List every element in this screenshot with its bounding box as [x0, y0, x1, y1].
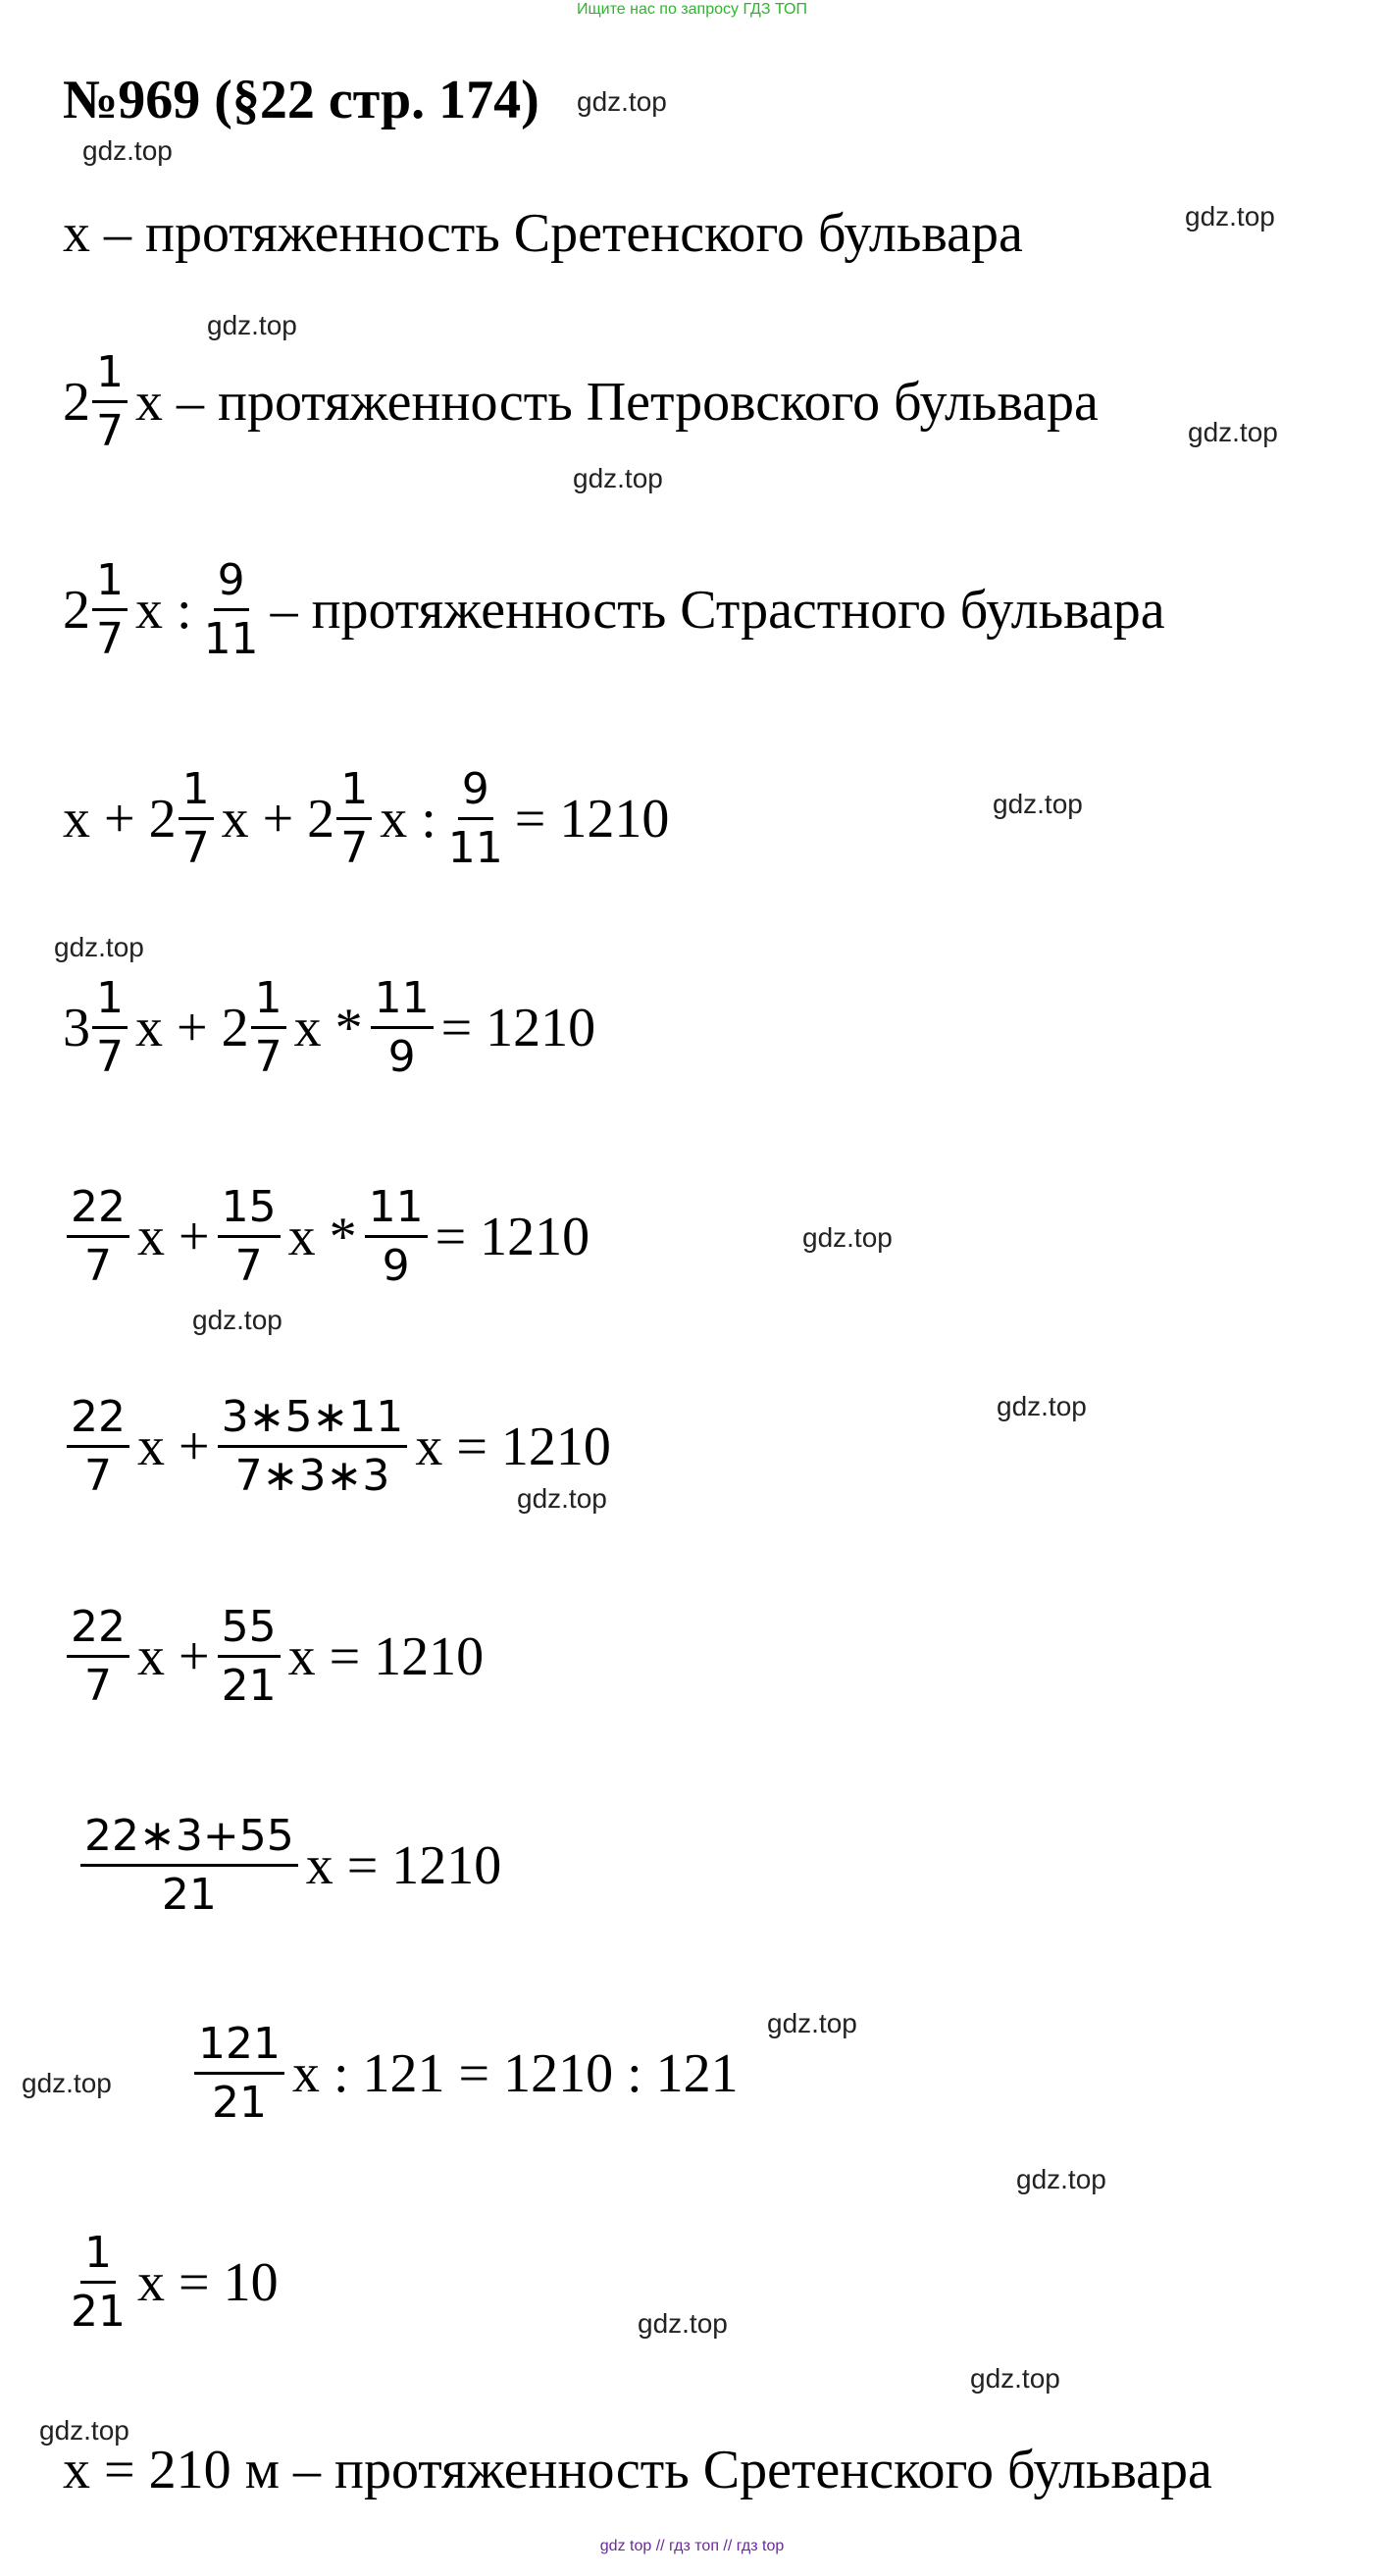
- watermark: gdz.top: [1188, 417, 1278, 447]
- expression-text: x : 121 = 1210 : 121: [291, 2042, 739, 2104]
- expression-text: x +: [137, 1625, 210, 1687]
- whole-part: 2: [63, 579, 90, 641]
- denominator: 11: [203, 614, 259, 665]
- fraction: [218, 1393, 408, 1501]
- expression-text: x *: [287, 1206, 357, 1267]
- watermark: gdz.top: [997, 1391, 1087, 1421]
- numerator: 55: [218, 1603, 281, 1658]
- fraction: [67, 1183, 129, 1291]
- expression-text: x :: [135, 579, 192, 641]
- denominator: 7: [234, 1241, 263, 1292]
- fraction: [179, 765, 214, 873]
- numerator: 9: [458, 765, 493, 820]
- denominator: 7: [84, 1661, 112, 1712]
- watermark: gdz.top: [207, 310, 297, 340]
- fraction: [444, 765, 507, 873]
- denominator: 7: [96, 406, 124, 457]
- denominator: 21: [161, 1870, 217, 1921]
- watermark: gdz.top: [517, 1483, 607, 1514]
- expression-text: = 1210: [435, 1206, 590, 1267]
- line-5: [63, 974, 595, 1082]
- watermark: gdz.top: [970, 2363, 1060, 2394]
- numerator: 11: [365, 1183, 428, 1238]
- line-2-text: x – протяженность Петровского бульвара: [135, 371, 1099, 433]
- denominator: 7: [84, 1241, 112, 1292]
- watermark: gdz.top: [22, 2068, 112, 2098]
- watermark: gdz.top: [767, 2008, 857, 2038]
- denominator: 7: [340, 823, 369, 874]
- fraction: [92, 348, 128, 456]
- fraction: [80, 1812, 298, 1920]
- line-12: [63, 2440, 1212, 2500]
- line-6: [59, 1183, 589, 1291]
- fraction: [218, 1183, 281, 1291]
- mixed-number: [63, 348, 135, 456]
- fraction: [251, 974, 286, 1082]
- line-7: [59, 1393, 611, 1501]
- numerator: 1: [92, 974, 128, 1029]
- expression-text: x = 1210: [415, 1416, 611, 1477]
- numerator: 1: [80, 2229, 116, 2284]
- numerator: 22: [67, 1183, 129, 1238]
- watermark: gdz.top: [82, 135, 173, 166]
- fraction: [218, 1603, 281, 1711]
- denominator: 21: [211, 2078, 267, 2129]
- expression-text: x = 1210: [287, 1625, 485, 1687]
- watermark: gdz.top: [54, 932, 144, 962]
- fraction: [371, 974, 434, 1082]
- line-1: [63, 203, 1023, 264]
- denominator: 11: [447, 823, 503, 874]
- top-banner[interactable]: Ищите нас по запросу ГДЗ ТОП: [577, 1, 807, 18]
- footer-links[interactable]: gdz top // гдз топ // гдз top: [599, 2538, 785, 2554]
- line-4: [63, 765, 669, 873]
- watermark: gdz.top: [802, 1222, 893, 1253]
- watermark: gdz.top: [638, 2308, 728, 2339]
- fraction: [92, 556, 128, 664]
- numerator: 15: [218, 1183, 281, 1238]
- line-3: [63, 556, 1165, 664]
- expression-text: x *: [293, 997, 363, 1058]
- watermark: gdz.top: [577, 86, 667, 117]
- line-2: [63, 348, 1099, 456]
- denominator: 7: [96, 614, 124, 665]
- expression-text: 3: [63, 997, 90, 1058]
- expression-text: x + 2: [63, 788, 177, 850]
- expression-text: x + 2: [135, 997, 249, 1058]
- line-3-text: – протяженность Страстного бульвара: [270, 579, 1165, 641]
- denominator: 9: [382, 1241, 410, 1292]
- expression-text: x +: [137, 1416, 210, 1477]
- watermark: gdz.top: [993, 789, 1083, 819]
- expression-text: x = 10: [137, 2251, 279, 2313]
- line-8: [59, 1603, 484, 1711]
- denominator: 7∗3∗3: [234, 1451, 390, 1502]
- fraction: [200, 556, 263, 664]
- numerator: 22: [67, 1603, 129, 1658]
- numerator: 3∗5∗11: [218, 1393, 408, 1448]
- answer-text: x = 210 м – протяженность Сретенского бульвара: [63, 2440, 1212, 2500]
- fraction: [365, 1183, 428, 1291]
- numerator: 1: [92, 348, 128, 403]
- line-10: [186, 2020, 739, 2128]
- whole-part: 2: [63, 371, 90, 433]
- numerator: 1: [179, 765, 214, 820]
- fraction: [336, 765, 372, 873]
- numerator: 1: [251, 974, 286, 1029]
- denominator: 7: [96, 1032, 124, 1083]
- watermark: gdz.top: [39, 2415, 129, 2446]
- line-1-text: x – протяженность Сретенского бульвара: [63, 203, 1023, 264]
- numerator: 1: [336, 765, 372, 820]
- expression-text: x + 2: [221, 788, 335, 850]
- numerator: 121: [194, 2020, 284, 2075]
- watermark: gdz.top: [1016, 2164, 1106, 2194]
- numerator: 22: [67, 1393, 129, 1448]
- line-9: [73, 1812, 501, 1920]
- expression-text: x = 1210: [305, 1834, 502, 1896]
- denominator: 21: [221, 1661, 277, 1712]
- expression-text: = 1210: [440, 997, 596, 1058]
- expression-text: x +: [137, 1206, 210, 1267]
- watermark: gdz.top: [573, 463, 663, 493]
- denominator: 7: [254, 1032, 282, 1083]
- fraction: [92, 974, 128, 1082]
- numerator: 11: [371, 974, 434, 1029]
- denominator: 7: [84, 1451, 112, 1502]
- denominator: 21: [71, 2287, 126, 2338]
- problem-title: №969 (§22 стр. 174): [63, 70, 539, 130]
- watermark: gdz.top: [1185, 201, 1275, 232]
- denominator: 9: [387, 1032, 416, 1083]
- numerator: 9: [214, 556, 249, 611]
- denominator: 7: [181, 823, 210, 874]
- fraction: [67, 1393, 129, 1501]
- fraction: [67, 2229, 129, 2337]
- fraction: [67, 1603, 129, 1711]
- expression-text: x :: [380, 788, 436, 850]
- fraction: [194, 2020, 284, 2128]
- watermark: gdz.top: [192, 1305, 282, 1335]
- line-11: [59, 2229, 279, 2337]
- expression-text: = 1210: [514, 788, 670, 850]
- numerator: 1: [92, 556, 128, 611]
- numerator: 22∗3+55: [80, 1812, 298, 1867]
- mixed-number: [63, 556, 135, 664]
